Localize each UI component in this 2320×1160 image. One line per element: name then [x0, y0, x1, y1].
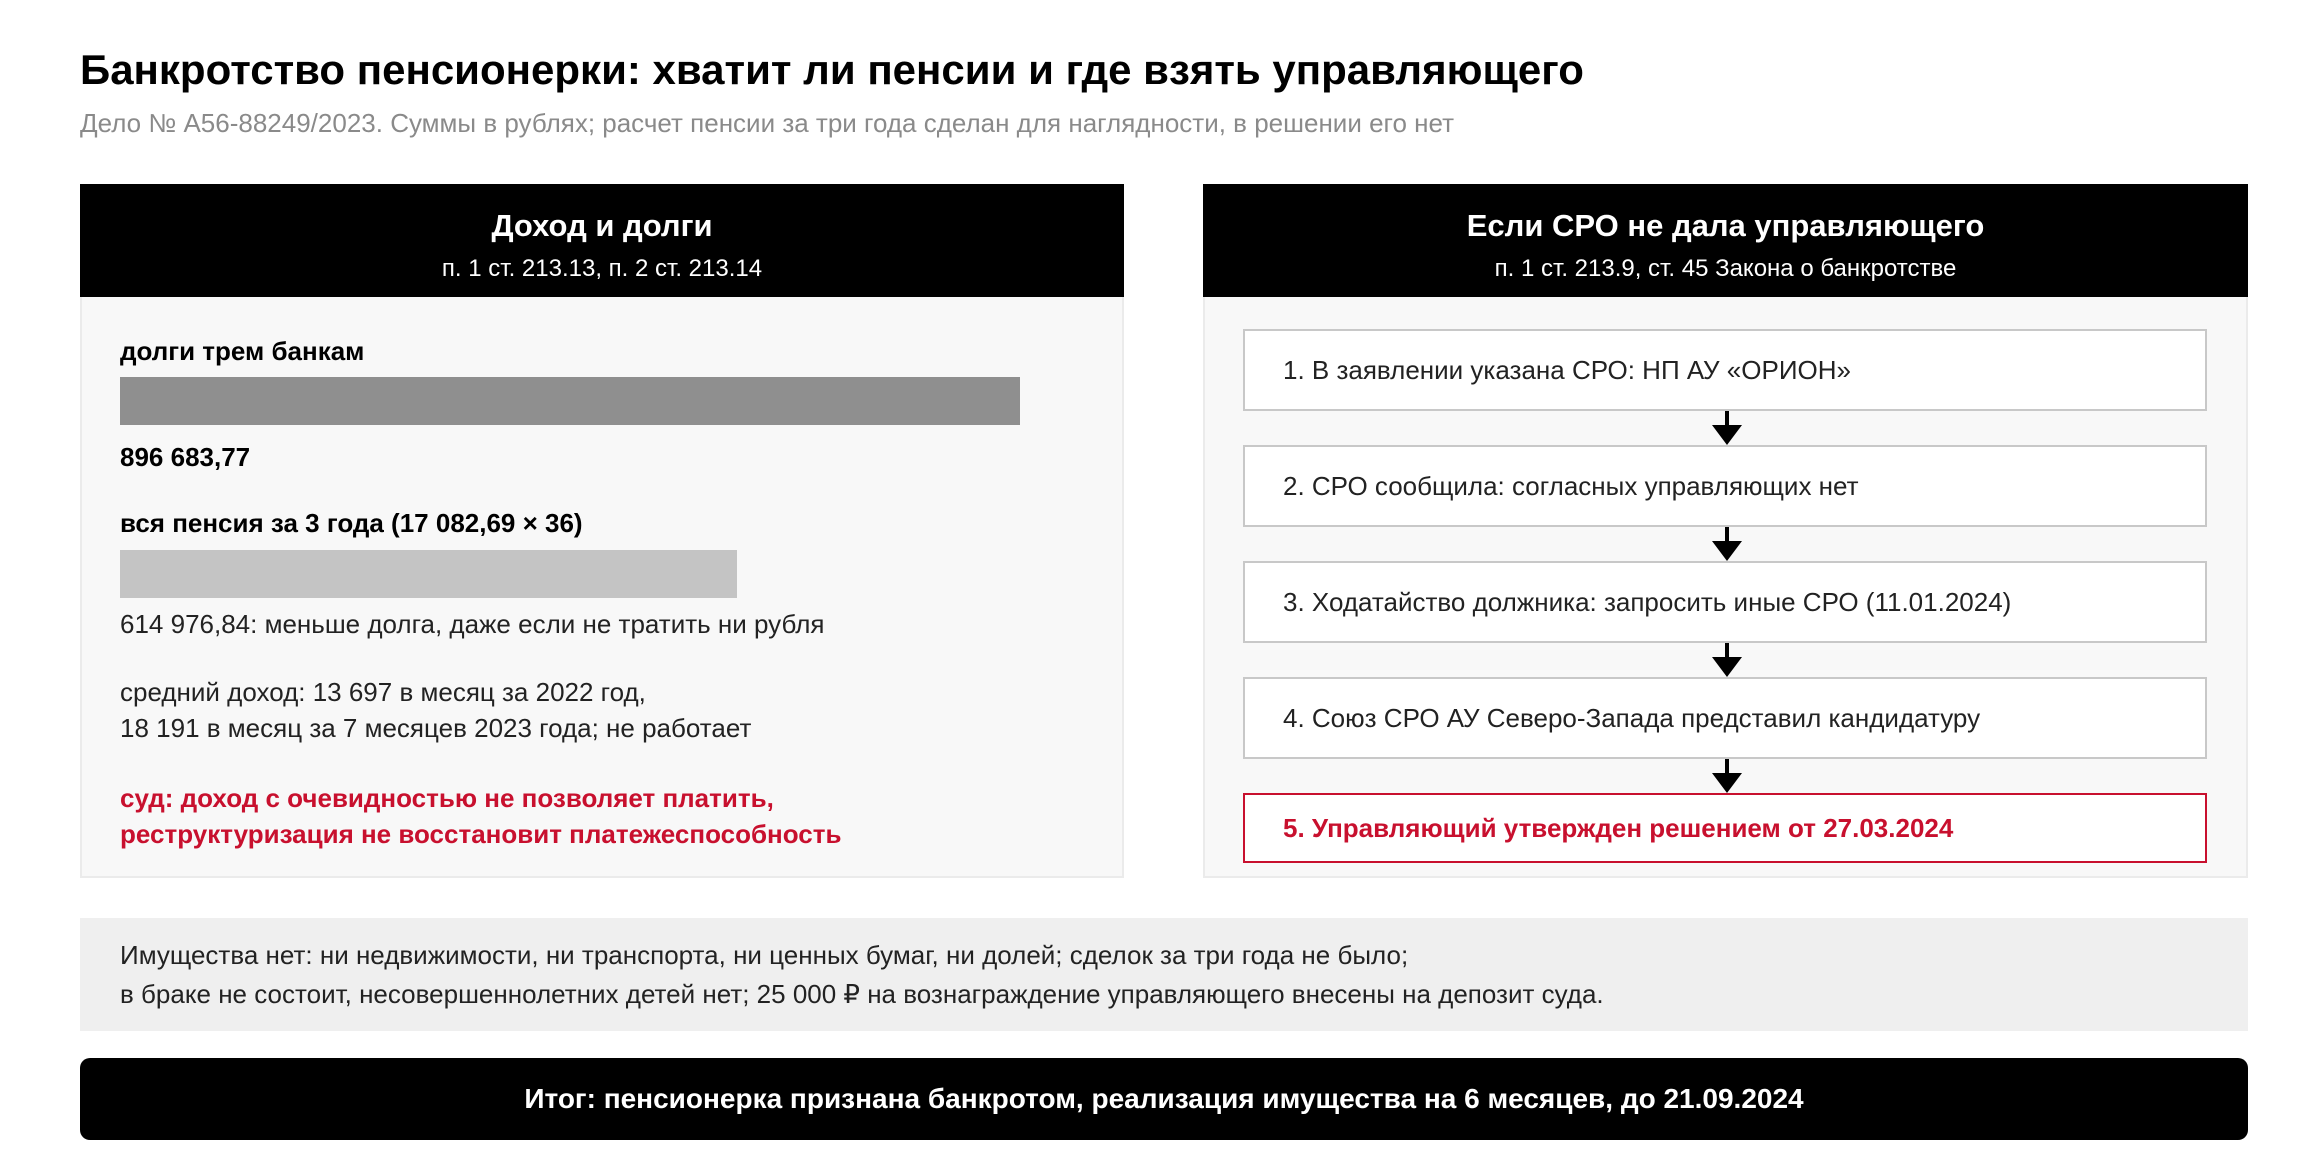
income-debt-header [80, 184, 1124, 297]
property-info-box [80, 918, 2248, 1031]
property-info-line-1: Имущества нет: ни недвижимости, ни транспорта, ни ценных бумаг, ни долей; сделок за три года не было; [120, 940, 1409, 970]
flow-arrow-2 [1725, 527, 1729, 553]
debt-value: 896 683,77 [120, 442, 251, 472]
sro-flow-law-reference: п. 1 ст. 213.9, ст. 45 Закона о банкротстве [1494, 255, 1957, 282]
flow-step-2-text: 2. СРО сообщила: согласных управляющих нет [1283, 471, 1859, 501]
court-conclusion-line-1: суд: доход с очевидностью не позволяет платить, [120, 783, 774, 813]
property-info-line-2: в браке не состоит, несовершеннолетних детей нет; 25 000 ₽ на вознаграждение управляющего внесены на депозит суда. [120, 979, 1604, 1009]
flow-step-4 [1243, 677, 2207, 759]
flow-step-1-text: 1. В заявлении указана СРО: НП АУ «ОРИОН» [1283, 355, 1851, 385]
income-line-1: средний доход: 13 697 в месяц за 2022 год, [120, 677, 646, 707]
income-line-2: 18 191 в месяц за 7 месяцев 2023 года; не работает [120, 713, 752, 743]
debt-bar [120, 377, 1020, 425]
flow-step-5-text: 5. Управляющий утвержден решением от 27.03.2024 [1283, 813, 1954, 843]
flow-arrow-4 [1725, 759, 1729, 785]
flow-step-2 [1243, 445, 2207, 527]
flow-step-4-text: 4. Союз СРО АУ Северо-Запада представил кандидатуру [1283, 703, 1981, 733]
flow-arrow-1 [1725, 411, 1729, 437]
sro-flow-panel [1203, 184, 2248, 878]
pension-value-note: 614 976,84: меньше долга, даже если не тратить ни рубля [120, 609, 825, 639]
pension-bar [120, 550, 737, 598]
income-debt-law-reference: п. 1 ст. 213.13, п. 2 ст. 213.14 [441, 255, 763, 282]
sro-flow-header [1203, 184, 2248, 297]
flow-step-3 [1243, 561, 2207, 643]
income-debt-title: Доход и долги [491, 208, 713, 243]
sro-flow-title: Если СРО не дала управляющего [1466, 208, 1985, 243]
flow-arrow-3 [1725, 643, 1729, 669]
pension-label: вся пенсия за 3 года (17 082,69 × 36) [120, 508, 583, 538]
debt-label: долги трем банкам [120, 336, 365, 366]
page-title: Банкротство пенсионерки: хватит ли пенсии и где взять управляющего [80, 46, 1584, 93]
page-subtitle: Дело № А56-88249/2023. Суммы в рублях; расчет пенсии за три года сделан для наглядности, в решении его нет [80, 108, 1455, 138]
flow-step-1 [1243, 329, 2207, 411]
flow-step-3-text: 3. Ходатайство должника: запросить иные СРО (11.01.2024) [1283, 587, 2012, 617]
court-conclusion-line-2: реструктуризация не восстановит платежеспособность [120, 819, 842, 849]
result-banner: Итог: пенсионерка признана банкротом, реализация имущества на 6 месяцев, до 21.09.2024 [80, 1058, 2248, 1140]
income-debt-panel [80, 184, 1124, 878]
flow-step-5-final [1243, 793, 2207, 863]
court-conclusion [120, 780, 841, 852]
